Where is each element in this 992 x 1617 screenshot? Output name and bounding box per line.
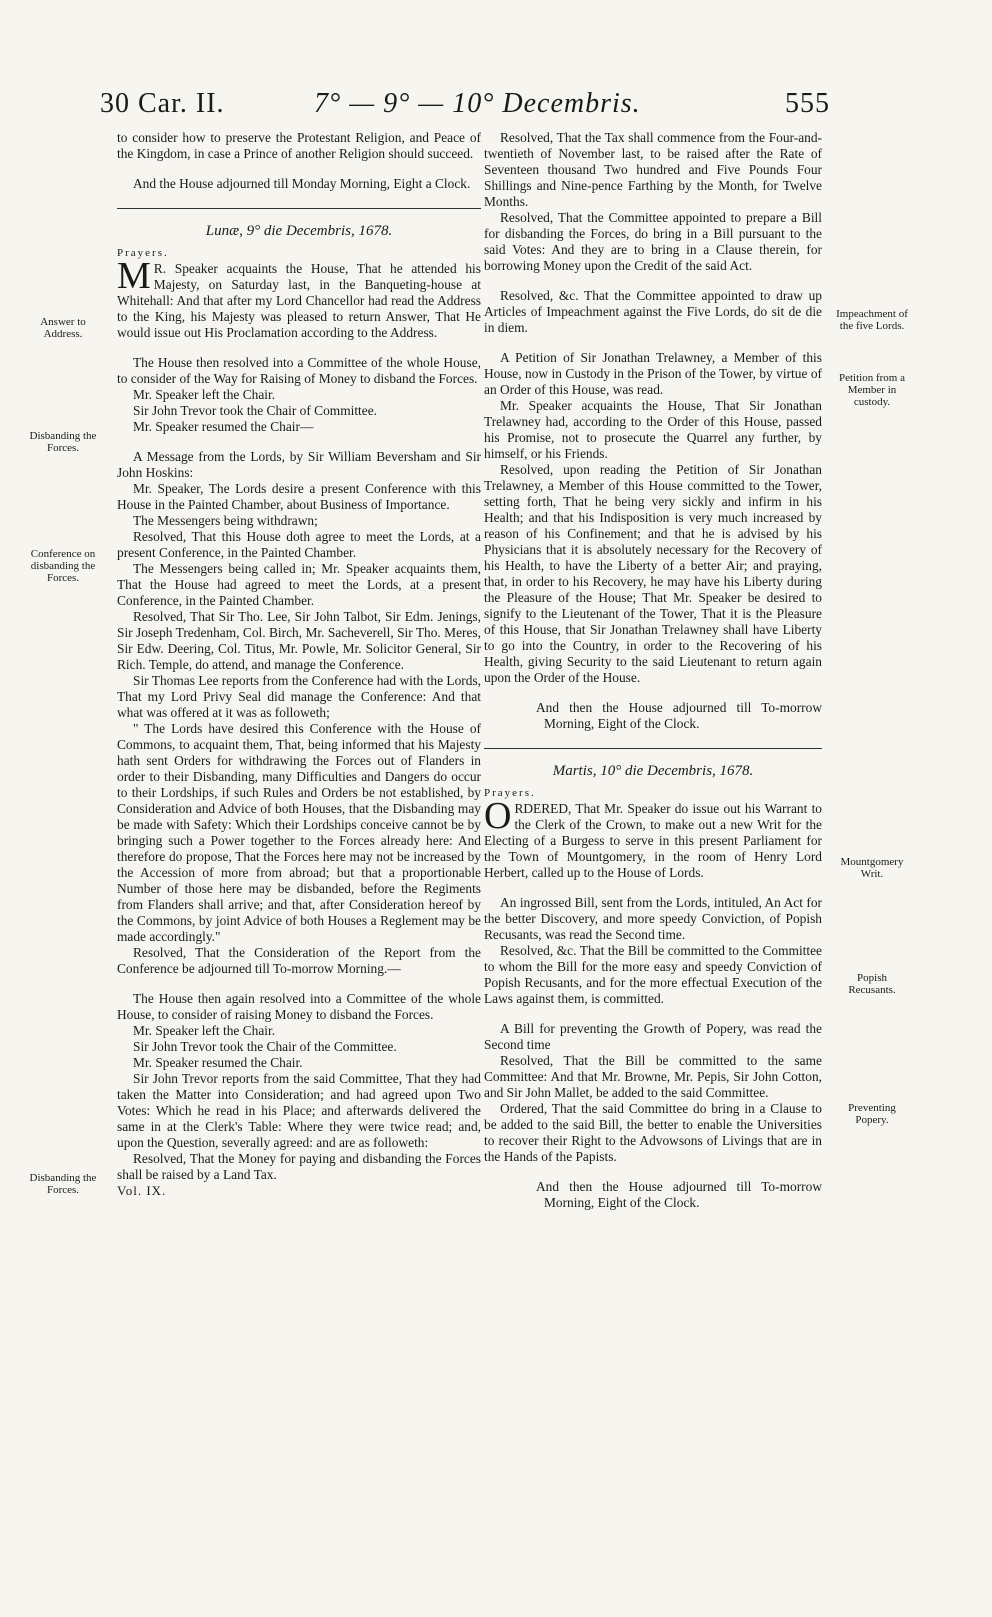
- paragraph: [117, 255, 481, 341]
- paragraph: A Message from the Lords, by Sir William Beversham and Sir John Hoskins:: [117, 449, 481, 480]
- left-column: [117, 130, 481, 1199]
- paragraph: to consider how to preserve the Protestant Religion, and Peace of the Kingdom, in case a Prince of another Religion should succeed.: [117, 130, 481, 161]
- drop-cap: O: [484, 795, 512, 837]
- paragraph: Resolved, That the Money for paying and disbanding the Forces shall be raised by a Land Tax.: [117, 1151, 481, 1182]
- right-column: [484, 130, 822, 1211]
- margin-note: Mountgomery Writ.: [840, 856, 904, 880]
- paragraph: Resolved, upon reading the Petition of Sir Jonathan Trelawney, a Member of this House committed to the Tower, setting forth, That he being very sickly and infirm in his Health; and that his Indisposition is very much increased by reason of his Confinement; and that he is advised by his Physicians that it is absolutely necessary for the Recovery of his Health, to have the Liberty of a better Air; and praying, that, in order to his Recovery, he may have his Liberty during the Pleasure of the House; That Mr. Speaker be desired to signify to the Lieutenant of the Tower, That it is the Pleasure of this House, that Sir Jonathan Trelawney shall have Liberty to go into the Country, in order to the Recovering of his Health, giving Security to the said Lieutenant to return again upon the Order of the House.: [484, 462, 822, 685]
- paragraph: Sir John Trevor reports from the said Committee, That they had taken the Matter into Consideration; and had agreed upon Two Votes: Which he read in his Place; and afterwards delivered the same in at the Clerk's Table: Where they were twice read; and, upon the Question, severally agreed: and are as followeth:: [117, 1071, 481, 1150]
- paragraph: An ingrossed Bill, sent from the Lords, intituled, An Act for the better Discovery, and more speedy Conviction, of Popish Recusants, was read the Second time.: [484, 895, 822, 942]
- paragraph: The Messengers being withdrawn;: [133, 513, 318, 528]
- margin-note: Petition from a Member in custody.: [839, 372, 905, 408]
- prayers-heading: Prayers.: [117, 247, 169, 259]
- paragraph: Mr. Speaker resumed the Chair.: [133, 1055, 303, 1070]
- section-rule: [117, 208, 481, 209]
- paragraph: Resolved, That the Tax shall commence from the Four-and-twentieth of November last, to be raised after the Rate of Seventeen thousand Two hundred and Five Pounds Four Shillings and Nine-pence Farthing by the Month, for Twelve Months.: [484, 130, 822, 209]
- paragraph: [484, 795, 822, 881]
- margin-note: Popish Recusants.: [848, 972, 896, 996]
- paragraph: Resolved, That Sir Tho. Lee, Sir John Talbot, Sir Edm. Jenings, Sir Joseph Tredenham, Col. Birch, Mr. Sacheverell, Sir Tho. Meres, Sir Edw. Deering, Col. Titus, Mr. Powle, Mr. Solicitor General, Sir Rich. Temple, do attend, and manage the Conference.: [117, 609, 481, 672]
- paragraph: The Messengers being called in; Mr. Speaker acquaints them, That the House had agreed to meet the Lords, at a present Conference, in the Painted Chamber.: [117, 561, 481, 608]
- margin-note: Impeachment of the five Lords.: [836, 308, 908, 332]
- paragraph: Mr. Speaker, The Lords desire a present Conference with this House in the Painted Chamber, about Business of Importance.: [117, 481, 481, 512]
- paragraph-text: RDERED, That Mr. Speaker do issue out his Warrant to the Clerk of the Crown, to make out a new Writ for the Electing of a Burgess to serve in this present Parliament for the Town of Mountgomery, in the room of Henry Lord Herbert, called up to the House of Lords.: [484, 801, 822, 880]
- adjournment: And then the House adjourned till To-morrow Morning, Eight of the Clock.: [536, 700, 822, 731]
- paragraph: The House then resolved into a Committee of the whole House, to consider of the Way for Raising of Money to disband the Forces.: [117, 355, 481, 386]
- page-number: 555: [785, 88, 830, 119]
- margin-note: Preventing Popery.: [848, 1102, 896, 1126]
- margin-note: Answer to Address.: [40, 316, 86, 340]
- paragraph: Sir Thomas Lee reports from the Conference had with the Lords, That my Lord Privy Seal did manage the Conference: And that what was offered at it was as followeth;: [117, 673, 481, 720]
- prayers-heading: Prayers.: [484, 787, 536, 799]
- paragraph: A Bill for preventing the Growth of Popery, was read the Second time: [484, 1021, 822, 1052]
- date-heading: Martis, 10° die Decembris, 1678.: [552, 763, 754, 779]
- paragraph: Sir John Trevor took the Chair of Committee.: [133, 403, 377, 418]
- date-heading: Lunæ, 9° die Decembris, 1678.: [205, 223, 393, 239]
- paragraph: Resolved, That this House doth agree to meet the Lords, at a present Conference, in the Painted Chamber.: [117, 529, 481, 560]
- paragraph: Ordered, That the said Committee do bring in a Clause to be added to the said Bill, the better to enable the Universities to recover their Right to the Advowsons of Livings that are in the Hands of the Papists.: [484, 1101, 822, 1164]
- paragraph: Sir John Trevor took the Chair of the Committee.: [133, 1039, 397, 1054]
- paragraph: Resolved, &c. That the Bill be committed to the Committee to whom the Bill for the more easy and speedy Conviction of Popish Recusants, and for the more effectual Execution of the Laws against them, is committed.: [484, 943, 822, 1006]
- paragraph: " The Lords have desired this Conference with the House of Commons, to acquaint them, That, being informed that his Majesty hath sent Orders for withdrawing the Forces out of Flanders in order to their Disbanding, many Difficulties and Dangers do occur to their Lordships, if such Rules and Orders be not established, by Consideration and Advice of both Houses, that the Disbanding may be made with Safety: Which their Lordships conceive cannot be by bringing such a Power together to the Forces already here: And therefore do propose, That the Forces here may not be increased by the Accession of more from abroad; but that a proportionable Number of those here may be disbanded, before the Regiments from Flanders shall arrive; and that, after Consideration hereof by the Commons, by joint Advice of both Houses a Reglement may be made accordingly.": [117, 721, 481, 944]
- paragraph: Resolved, That the Committee appointed to prepare a Bill for disbanding the Forces, do bring in a Bill pursuant to the said Votes: And they are to bring in a Clause therein, for borrowing Money upon the Credit of the said Act.: [484, 210, 822, 273]
- drop-cap: M: [117, 255, 151, 297]
- volume-footer: Vol. IX.: [117, 1183, 167, 1198]
- paragraph: Mr. Speaker left the Chair.: [133, 1023, 276, 1038]
- margin-note: Conference on disbanding the Forces.: [30, 548, 96, 584]
- paragraph-text: R. Speaker acquaints the House, That he attended his Majesty, on Saturday last, in the Banqueting-house at Whitehall: And that after my Lord Chancellor had read the Address to the King, his Majesty was pleased to return Answer, That He would issue out His Proclamation according to the Address.: [117, 261, 481, 340]
- paragraph: Mr. Speaker left the Chair.: [133, 387, 276, 402]
- paragraph: The House then again resolved into a Committee of the whole House, to consider of raising Money to disband the Forces.: [117, 991, 481, 1022]
- section-rule: [484, 748, 822, 749]
- paragraph: Resolved, That the Consideration of the Report from the Conference be adjourned till To-morrow Morning.—: [117, 945, 481, 976]
- running-header: [100, 88, 830, 128]
- adjournment: And then the House adjourned till To-morrow Morning, Eight of the Clock.: [536, 1179, 822, 1210]
- paragraph: Resolved, That the Bill be committed to the same Committee: And that Mr. Browne, Mr. Pepis, Sir John Cotton, and Sir John Mallet, be added to the said Committee.: [484, 1053, 822, 1100]
- header-regnal-year: 30 Car. II.: [100, 88, 225, 119]
- paragraph: A Petition of Sir Jonathan Trelawney, a Member of this House, now in Custody in the Prison of the Tower, by virtue of an Order of this House, was read.: [484, 350, 822, 397]
- adjournment: And the House adjourned till Monday Morning, Eight a Clock.: [133, 176, 471, 191]
- paragraph: Mr. Speaker acquaints the House, That Sir Jonathan Trelawney had, according to the Order of this House, passed his Promise, not to prosecute the Quarrel any further, by himself, or his Friends.: [484, 398, 822, 461]
- margin-note: Disbanding the Forces.: [29, 430, 97, 454]
- paragraph: Mr. Speaker resumed the Chair—: [133, 419, 314, 434]
- margin-note: Disbanding the Forces.: [29, 1172, 97, 1196]
- paragraph: Resolved, &c. That the Committee appointed to draw up Articles of Impeachment against the Five Lords, do sit de die in diem.: [484, 288, 822, 335]
- header-dates: 7° — 9° — 10° Decembris.: [314, 88, 641, 119]
